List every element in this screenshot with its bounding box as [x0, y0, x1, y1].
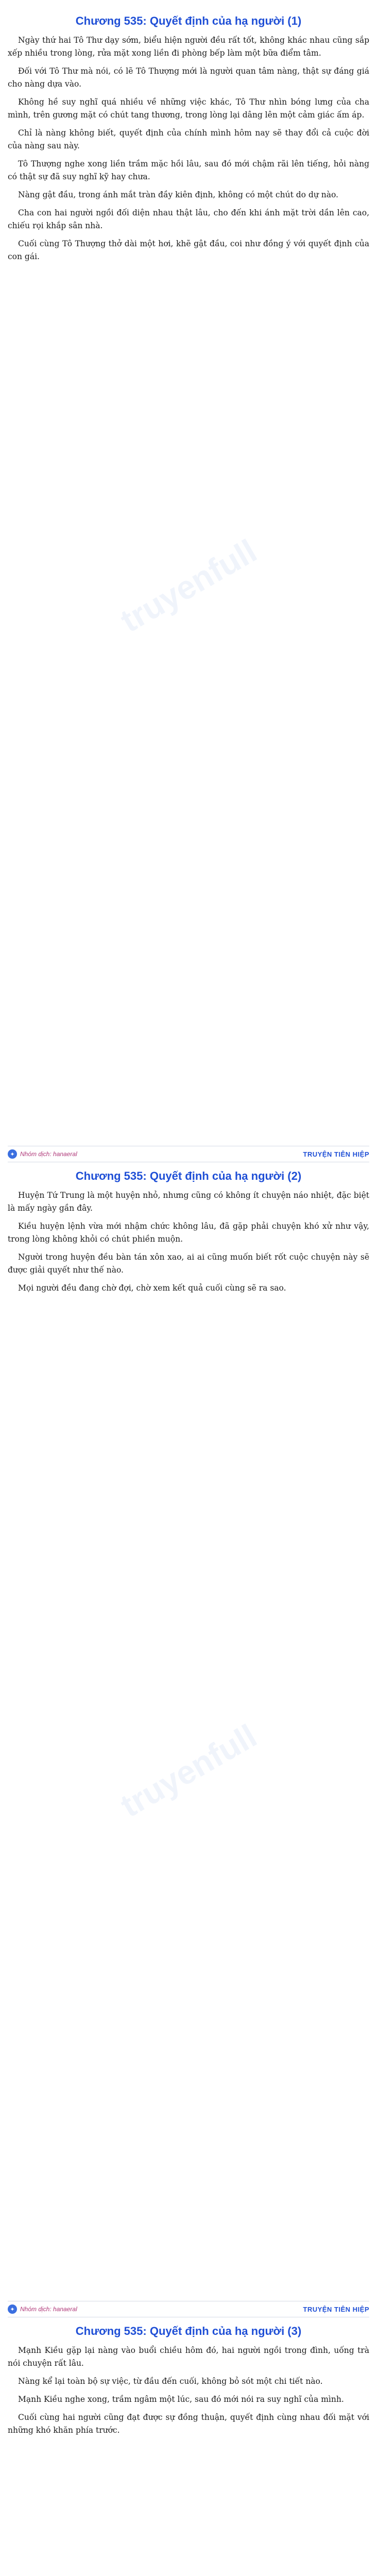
paragraph: Ngày thứ hai Tô Thư dạy sớm, biểu hiện người đều rất tốt, không khác nhau cũng sắp xếp nhiều trong lòng, rửa mặt xong liền đi phòng bếp làm một bữa điểm tâm.	[8, 36, 369, 58]
paragraph: Cuối cùng hai người cũng đạt được sự đồng thuận, quyết định cùng nhau đối mặt với những khó khăn phía trước.	[8, 2413, 369, 2435]
paragraph: Tô Thượng nghe xong liền trầm mặc hồi lâu, sau đó mới chậm rãi lên tiếng, hỏi nàng có thật sự đã suy nghĩ kỹ hay chưa.	[8, 159, 369, 181]
divider-source	[8, 2304, 77, 2314]
chapter-body	[8, 34, 369, 1137]
paragraph: Nàng gật đầu, trong ánh mắt tràn đầy kiên định, không có một chút do dự nào.	[18, 190, 338, 199]
divider-source	[8, 1149, 77, 1159]
paragraph: Kiều huyện lệnh vừa mới nhậm chức không lâu, đã gặp phải chuyện khó xử như vậy, trong lòng không khỏi có chút phiền muộn.	[8, 1222, 369, 1244]
chapter-section	[8, 14, 369, 1137]
chapter-section	[8, 1170, 369, 2292]
divider-slogan: TRUYỆN TIÊN HIỆP	[303, 2305, 369, 2313]
divider-slogan: TRUYỆN TIÊN HIỆP	[303, 1150, 369, 1158]
site-logo-icon: ✦	[8, 1149, 17, 1159]
watermark-text: truyenfull	[114, 532, 263, 640]
site-logo-icon: ✦	[8, 2304, 17, 2314]
paragraph: Huyện Tứ Trung là một huyện nhỏ, nhưng cũng có không ít chuyện náo nhiệt, đặc biệt là mấy ngày gần đây.	[8, 1191, 369, 1213]
paragraph: Mạnh Kiều nghe xong, trầm ngâm một lúc, sau đó mới nói ra suy nghĩ của mình.	[18, 2395, 344, 2404]
chapter-title: Chương 535: Quyết định của hạ người (1)	[75, 14, 302, 27]
paragraph: Người trong huyện đều bàn tán xôn xao, ai ai cũng muốn biết rốt cuộc chuyện này sẽ được giải quyết như thế nào.	[8, 1252, 369, 1275]
document-page	[8, 0, 369, 2576]
paragraph: Cuối cùng Tô Thượng thở dài một hơi, khẽ gật đầu, coi như đồng ý với quyết định của con gái.	[8, 239, 369, 261]
paragraph: Không hề suy nghĩ quá nhiều về những việc khác, Tô Thư nhìn bóng lưng của cha mình, trên gương mặt có chút tang thương, trong lòng lại dâng lên một cảm giác ấm áp.	[8, 97, 369, 120]
paragraph: Chỉ là nàng không biết, quyết định của chính mình hôm nay sẽ thay đổi cả cuộc đời của nàng sau này.	[8, 128, 369, 150]
chapter-title: Chương 535: Quyết định của hạ người (2)	[75, 1170, 302, 1182]
chapter-divider	[8, 1146, 369, 1162]
watermark-text: truyenfull	[114, 1717, 263, 1825]
chapter-section	[8, 2325, 369, 2576]
paragraph: Cha con hai người ngồi đối diện nhau thật lâu, cho đến khi ánh mặt trời dần lên cao, chiếu rọi khắp sân nhà.	[8, 208, 369, 230]
divider-source-label: Nhóm dịch: hanaeral	[20, 1150, 77, 1158]
chapter-title: Chương 535: Quyết định của hạ người (3)	[75, 2325, 302, 2337]
paragraph: Nàng kể lại toàn bộ sự việc, từ đầu đến cuối, không bỏ sót một chi tiết nào.	[18, 2377, 323, 2386]
chapter-divider	[8, 2301, 369, 2317]
paragraph: Mạnh Kiều gặp lại nàng vào buổi chiều hôm đó, hai người ngồi trong đình, uống trà nói chuyện rất lâu.	[8, 2346, 369, 2368]
divider-source-label: Nhóm dịch: hanaeral	[20, 2306, 77, 2313]
chapter-body	[8, 1189, 369, 2292]
chapter-body	[8, 2344, 369, 2576]
paragraph: Mọi người đều đang chờ đợi, chờ xem kết quả cuối cùng sẽ ra sao.	[18, 1283, 286, 1293]
paragraph: Đối với Tô Thư mà nói, có lẽ Tô Thượng mới là người quan tâm nàng, thật sự đáng giá cho nàng dựa vào.	[8, 66, 369, 89]
